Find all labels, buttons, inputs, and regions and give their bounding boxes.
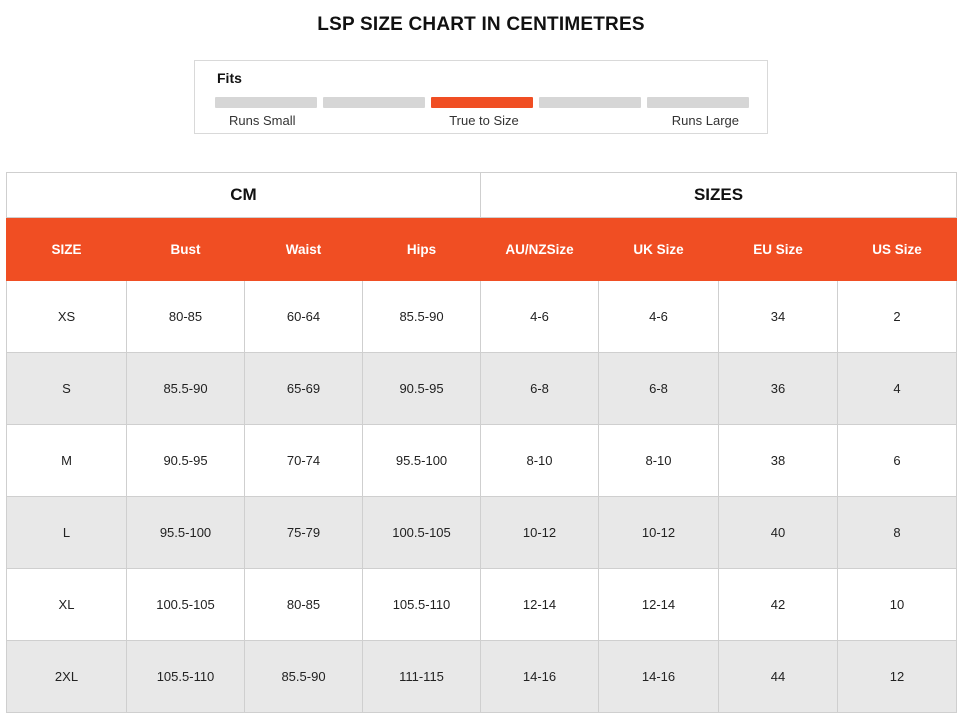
cell-eu: 38 xyxy=(719,425,838,497)
fits-widget xyxy=(194,60,768,134)
cell-us: 10 xyxy=(838,569,957,641)
group-header-sizes: SIZES xyxy=(481,173,957,218)
cell-eu: 36 xyxy=(719,353,838,425)
cell-waist: 60-64 xyxy=(245,281,363,353)
cell-waist: 70-74 xyxy=(245,425,363,497)
size-table xyxy=(6,172,957,713)
cell-eu: 42 xyxy=(719,569,838,641)
cell-bust: 80-85 xyxy=(127,281,245,353)
table-group-header-row xyxy=(7,173,957,218)
cell-size: M xyxy=(7,425,127,497)
cell-bust: 90.5-95 xyxy=(127,425,245,497)
cell-bust: 105.5-110 xyxy=(127,641,245,713)
cell-us: 4 xyxy=(838,353,957,425)
fits-segment-4 xyxy=(539,97,641,108)
table-row xyxy=(7,281,957,353)
cell-hips: 111-115 xyxy=(363,641,481,713)
column-header-us-size: US Size xyxy=(838,218,957,281)
cell-eu: 40 xyxy=(719,497,838,569)
cell-size: XL xyxy=(7,569,127,641)
column-header-eu-size: EU Size xyxy=(719,218,838,281)
fits-scale xyxy=(215,97,749,108)
table-row xyxy=(7,641,957,713)
table-row xyxy=(7,497,957,569)
fits-caption-runs-small: Runs Small xyxy=(229,113,296,128)
cell-size: XS xyxy=(7,281,127,353)
column-header-au-nz-size: AU/NZSize xyxy=(481,218,599,281)
fits-segment-3 xyxy=(431,97,533,108)
column-header-bust: Bust xyxy=(127,218,245,281)
column-header-hips: Hips xyxy=(363,218,481,281)
cell-waist: 85.5-90 xyxy=(245,641,363,713)
cell-uk: 6-8 xyxy=(599,353,719,425)
cell-size: S xyxy=(7,353,127,425)
column-header-waist: Waist xyxy=(245,218,363,281)
fits-caption-true-to-size: True to Size xyxy=(449,113,519,128)
cell-waist: 80-85 xyxy=(245,569,363,641)
cell-uk: 10-12 xyxy=(599,497,719,569)
cell-eu: 44 xyxy=(719,641,838,713)
page-title: LSP SIZE CHART IN CENTIMETRES xyxy=(317,14,645,35)
fits-caption-runs-large: Runs Large xyxy=(671,113,739,128)
cell-us: 6 xyxy=(838,425,957,497)
cell-bust: 95.5-100 xyxy=(127,497,245,569)
fits-segment-5 xyxy=(647,97,749,108)
cell-bust: 100.5-105 xyxy=(127,569,245,641)
fits-captions xyxy=(215,113,749,128)
cell-uk: 4-6 xyxy=(599,281,719,353)
cell-au-nz: 4-6 xyxy=(481,281,599,353)
cell-hips: 90.5-95 xyxy=(363,353,481,425)
fits-segment-2 xyxy=(323,97,425,108)
table-row xyxy=(7,353,957,425)
column-header-uk-size: UK Size xyxy=(599,218,719,281)
table-header-row xyxy=(7,218,957,281)
cell-au-nz: 12-14 xyxy=(481,569,599,641)
column-header-size: SIZE xyxy=(7,218,127,281)
cell-uk: 12-14 xyxy=(599,569,719,641)
cell-au-nz: 10-12 xyxy=(481,497,599,569)
table-row xyxy=(7,425,957,497)
fits-label: Fits xyxy=(217,70,242,86)
cell-hips: 100.5-105 xyxy=(363,497,481,569)
table-row xyxy=(7,569,957,641)
group-header-cm: CM xyxy=(7,173,481,218)
fits-segment-1 xyxy=(215,97,317,108)
cell-bust: 85.5-90 xyxy=(127,353,245,425)
cell-au-nz: 6-8 xyxy=(481,353,599,425)
cell-eu: 34 xyxy=(719,281,838,353)
cell-uk: 8-10 xyxy=(599,425,719,497)
cell-hips: 105.5-110 xyxy=(363,569,481,641)
cell-size: L xyxy=(7,497,127,569)
cell-hips: 95.5-100 xyxy=(363,425,481,497)
cell-waist: 75-79 xyxy=(245,497,363,569)
cell-us: 12 xyxy=(838,641,957,713)
cell-size: 2XL xyxy=(7,641,127,713)
cell-waist: 65-69 xyxy=(245,353,363,425)
cell-us: 8 xyxy=(838,497,957,569)
cell-uk: 14-16 xyxy=(599,641,719,713)
cell-au-nz: 8-10 xyxy=(481,425,599,497)
cell-us: 2 xyxy=(838,281,957,353)
cell-au-nz: 14-16 xyxy=(481,641,599,713)
cell-hips: 85.5-90 xyxy=(363,281,481,353)
